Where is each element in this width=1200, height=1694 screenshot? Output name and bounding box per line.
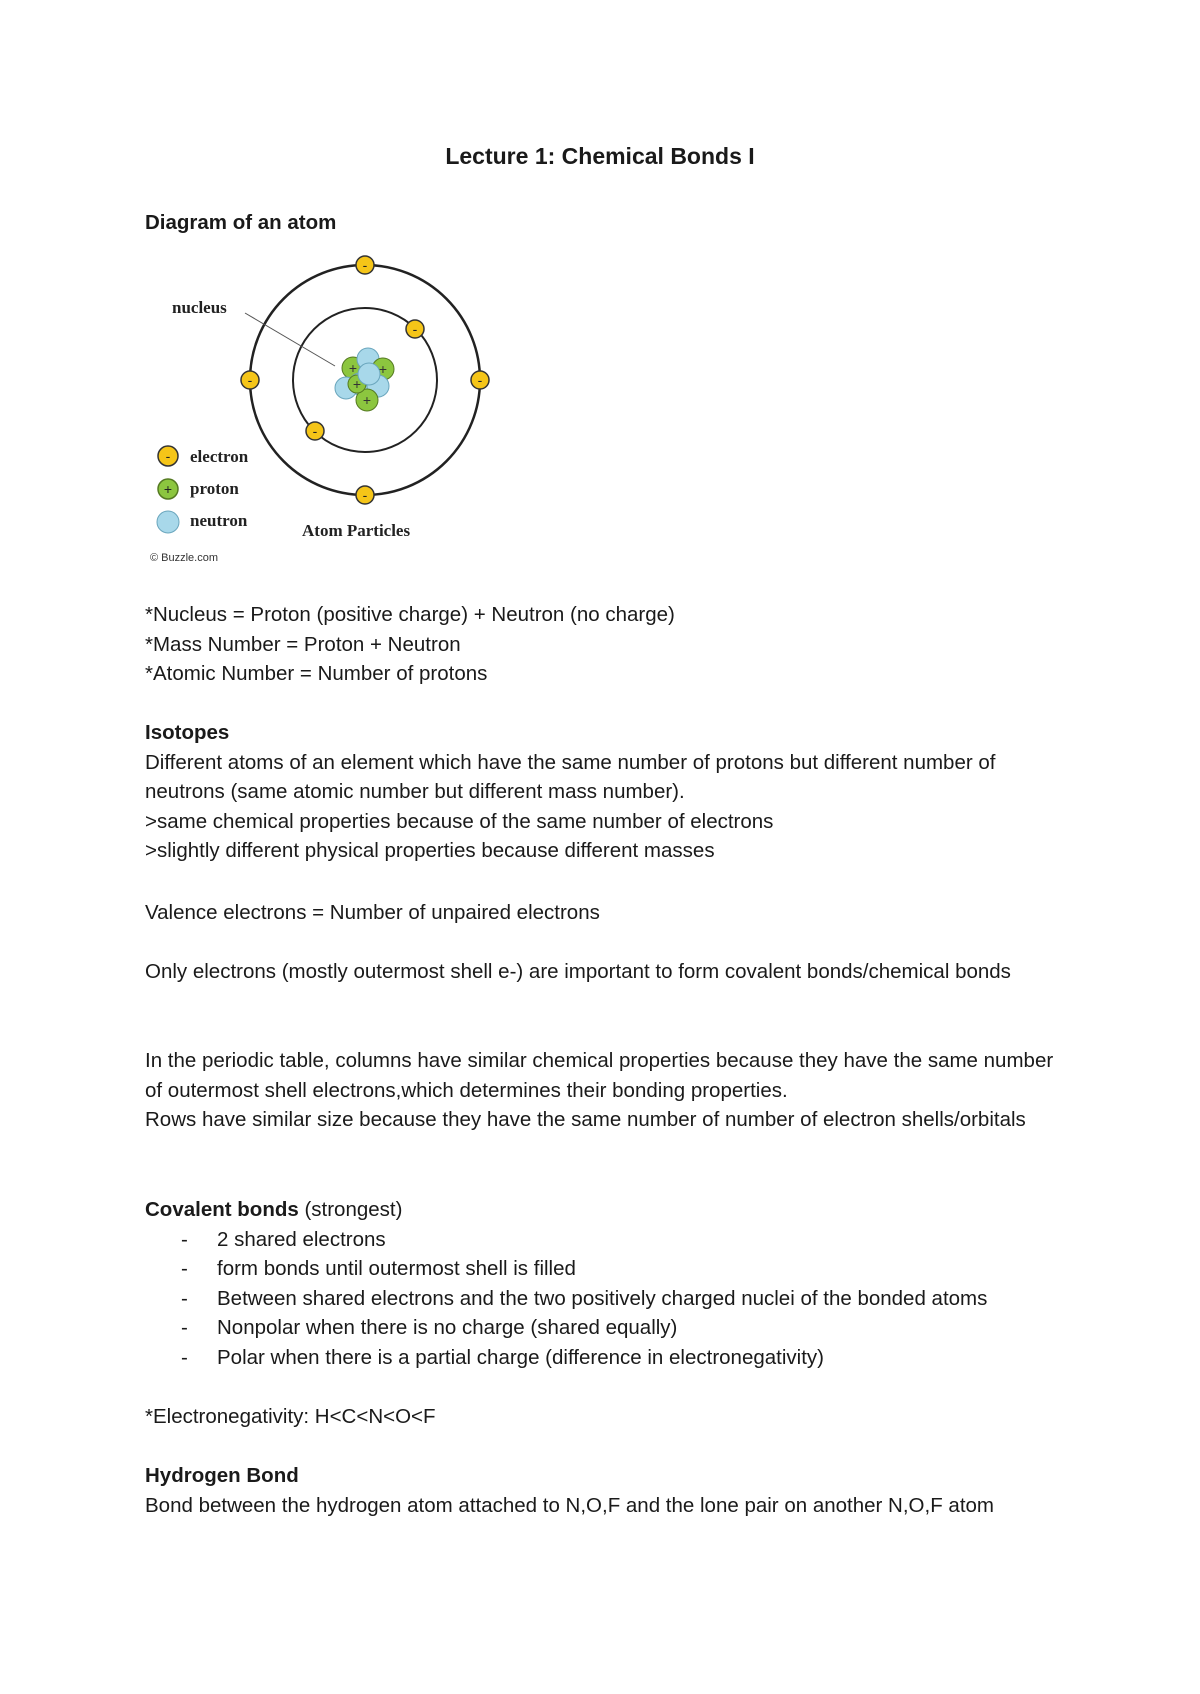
covalent-heading: Covalent bonds <box>145 1198 299 1221</box>
diagram-caption: Atom Particles <box>302 521 411 540</box>
list-item: - form bonds until outermost shell is filled <box>145 1254 1065 1284</box>
svg-text:+: + <box>348 360 358 376</box>
legend-neutron-label: neutron <box>190 511 248 530</box>
isotopes-heading: Isotopes <box>145 721 230 744</box>
diagram-heading: Diagram of an atom <box>145 211 337 234</box>
hydrogen-heading: Hydrogen Bond <box>145 1464 299 1487</box>
list-item: - Between shared electrons and the two positively charged nuclei of the bonded atoms <box>145 1284 1065 1314</box>
atom-diagram <box>145 248 505 568</box>
note-nucleus: *Nucleus = Proton (positive charge) + Neutron (no charge) <box>145 603 675 626</box>
page-title: Lecture 1: Chemical Bonds I <box>445 143 755 169</box>
svg-text:-: - <box>312 423 318 439</box>
svg-text:+: + <box>163 481 173 497</box>
isotopes-section <box>145 718 1065 866</box>
nucleus-icon <box>335 348 394 411</box>
electron-icon <box>306 422 324 440</box>
legend-proton-label: proton <box>190 479 239 498</box>
covalent-section <box>145 1195 1065 1372</box>
electron-icon <box>406 320 424 338</box>
svg-text:-: - <box>412 321 418 337</box>
legend <box>157 446 249 533</box>
svg-text:-: - <box>477 372 483 388</box>
svg-text:-: - <box>247 372 253 388</box>
svg-text:+: + <box>362 392 372 408</box>
svg-text:-: - <box>165 448 171 464</box>
hydrogen-text: Bond between the hydrogen atom attached to N,O,F and the lone pair on another N,O,F atom <box>145 1493 994 1517</box>
isotopes-definition: Different atoms of an element which have the same number of protons but different number of neutrons (same atomic number but different mass number). <box>145 750 996 803</box>
legend-electron-label: electron <box>190 447 249 466</box>
svg-text:-: - <box>362 487 368 503</box>
note-mass-number: *Mass Number = Proton + Neutron <box>145 632 461 656</box>
neutron-icon <box>157 511 179 533</box>
periodic-rows: Rows have similar size because they have the same number of number of electron shells/orbitals <box>145 1108 1026 1131</box>
atom-notes <box>145 600 1065 689</box>
electron-icon <box>471 371 489 389</box>
valence-text: Valence electrons = Number of unpaired electrons <box>145 901 600 924</box>
note-atomic-number: *Atomic Number = Number of protons <box>145 662 488 685</box>
valence-block <box>145 898 1065 928</box>
list-item: - 2 shared electrons <box>145 1225 1065 1255</box>
diagram-credit: © Buzzle.com <box>150 552 219 564</box>
list-item: - Nonpolar when there is no charge (shared equally) <box>145 1313 1065 1343</box>
svg-text:+: + <box>378 361 388 377</box>
electron-icon <box>356 486 374 504</box>
periodic-columns: In the periodic table, columns have similar chemical properties because they have the same number of outermost shell electrons,which determines their bonding properties. <box>145 1049 1054 1102</box>
isotopes-chemical: >same chemical properties because of the same number of electrons <box>145 809 774 833</box>
hydrogen-section <box>145 1461 1065 1520</box>
electronegativity-block <box>145 1402 1065 1432</box>
electronegativity-text: *Electronegativity: H<C<N<O<F <box>145 1405 436 1428</box>
covalent-list <box>145 1225 1065 1373</box>
covalent-qualifier: (strongest) <box>298 1198 403 1221</box>
list-item: - Polar when there is a partial charge (difference in electronegativity) <box>145 1343 1065 1373</box>
only-electrons-text: Only electrons (mostly outermost shell e-) are important to form covalent bonds/chemical bonds <box>145 960 1011 983</box>
nucleus-label: nucleus <box>172 298 227 317</box>
diagram-heading-block <box>145 208 1065 238</box>
isotopes-physical: >slightly different physical properties because different masses <box>145 839 715 862</box>
svg-text:-: - <box>362 257 368 273</box>
electron-icon <box>241 371 259 389</box>
electron-icon <box>356 256 374 274</box>
only-electrons-block <box>145 957 1065 987</box>
periodic-block <box>145 1046 1065 1135</box>
svg-text:+: + <box>352 376 362 392</box>
